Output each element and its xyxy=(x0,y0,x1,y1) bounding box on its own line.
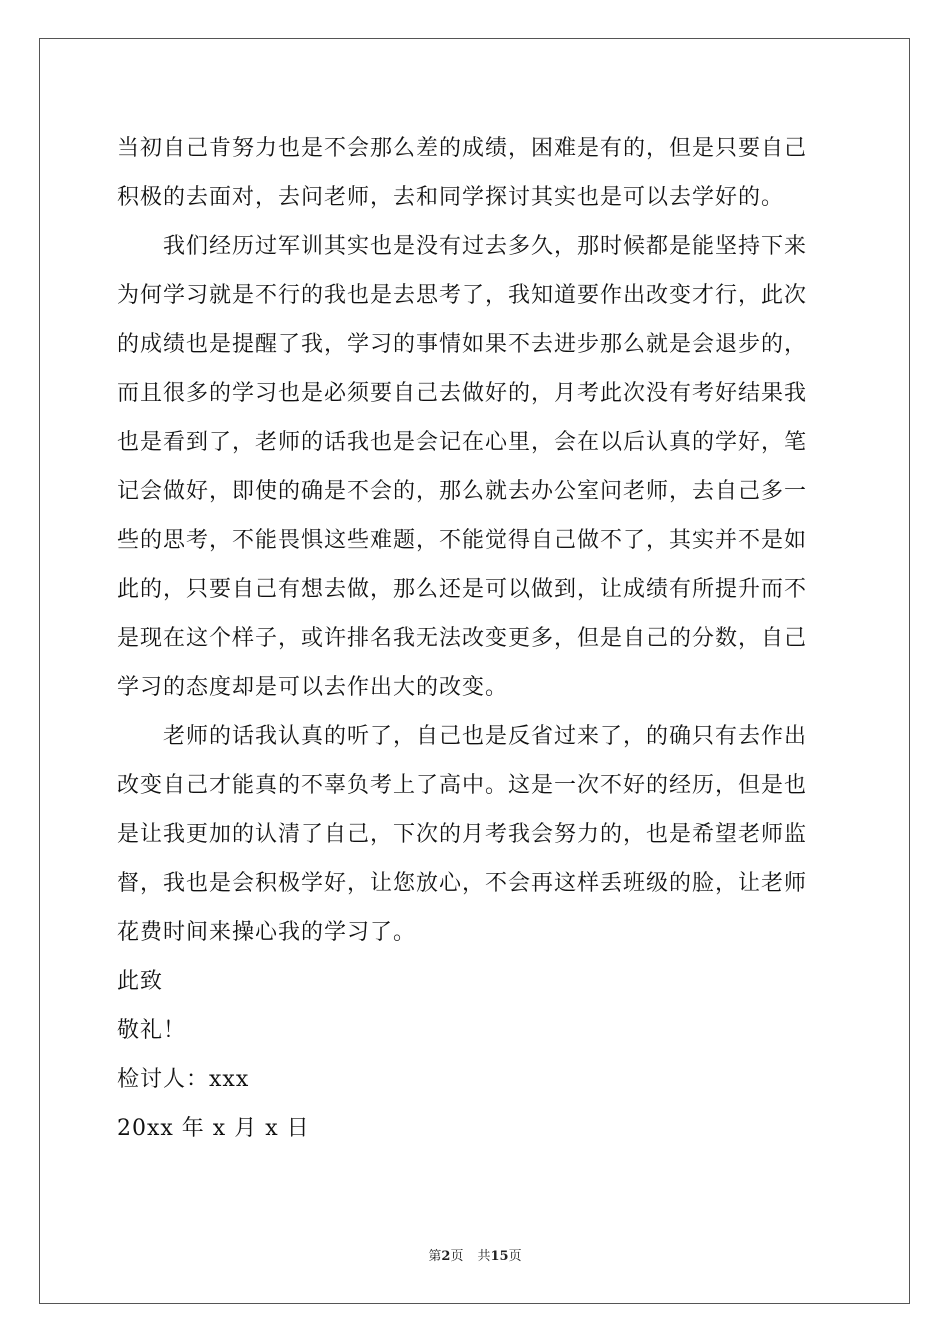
total-prefix: 共 xyxy=(477,1249,491,1264)
text-line: 此的，只要自己有想去做，那么还是可以做到，让成绩有所提升而不 xyxy=(117,577,808,602)
page-current: 2 xyxy=(441,1249,451,1264)
page-suffix: 页 xyxy=(450,1249,464,1264)
text-line: 学习的态度却是可以去作出大的改变。 xyxy=(117,675,509,700)
text-line: 积极的去面对，去问老师，去和同学探讨其实也是可以去学好的。 xyxy=(117,185,785,210)
page-total: 15 xyxy=(490,1249,509,1264)
text-line: 而且很多的学习也是必须要自己去做好的，月考此次没有考好结果我 xyxy=(117,381,808,406)
paragraph-1 xyxy=(117,124,833,222)
text-line: 的成绩也是提醒了我，学习的事情如果不去进步那么就是会退步的， xyxy=(117,332,808,357)
text-line: 些的思考，不能畏惧这些难题，不能觉得自己做不了，其实并不是如 xyxy=(117,528,808,553)
text-line: 是让我更加的认清了自己，下次的月考我会努力的，也是希望老师监 xyxy=(117,822,808,847)
text-line: 为何学习就是不行的我也是去思考了，我知道要作出改变才行，此次 xyxy=(117,283,808,308)
date: 20xx 年 x 月 x 日 xyxy=(117,1116,310,1141)
text-line: 也是看到了，老师的话我也是会记在心里，会在以后认真的学好，笔 xyxy=(117,430,808,455)
text-line: 花费时间来操心我的学习了。 xyxy=(117,920,417,945)
paragraph-2 xyxy=(117,222,833,712)
text-line: 我们经历过军训其实也是没有过去多久，那时候都是能坚持下来 xyxy=(163,234,808,259)
text-line: 是现在这个样子，或许排名我无法改变更多，但是自己的分数，自己 xyxy=(117,626,808,651)
page-footer xyxy=(0,1249,950,1265)
salutation: 敬礼！ xyxy=(117,1018,187,1043)
signer: 检讨人：xxx xyxy=(117,1067,250,1092)
closing: 此致 xyxy=(117,969,164,994)
text-line: 当初自己肯努力也是不会那么差的成绩，困难是有的，但是只要自己 xyxy=(117,136,808,161)
text-line: 老师的话我认真的听了，自己也是反省过来了，的确只有去作出 xyxy=(163,724,808,749)
page-prefix: 第 xyxy=(428,1249,442,1264)
text-line: 记会做好，即使的确是不会的，那么就去办公室问老师，去自己多一 xyxy=(117,479,808,504)
letter-body xyxy=(117,124,833,1153)
text-line: 改变自己才能真的不辜负考上了高中。这是一次不好的经历，但是也 xyxy=(117,773,808,798)
text-line: 督，我也是会积极学好，让您放心，不会再这样丢班级的脸，让老师 xyxy=(117,871,808,896)
total-suffix: 页 xyxy=(508,1249,522,1264)
paragraph-3 xyxy=(117,712,833,957)
